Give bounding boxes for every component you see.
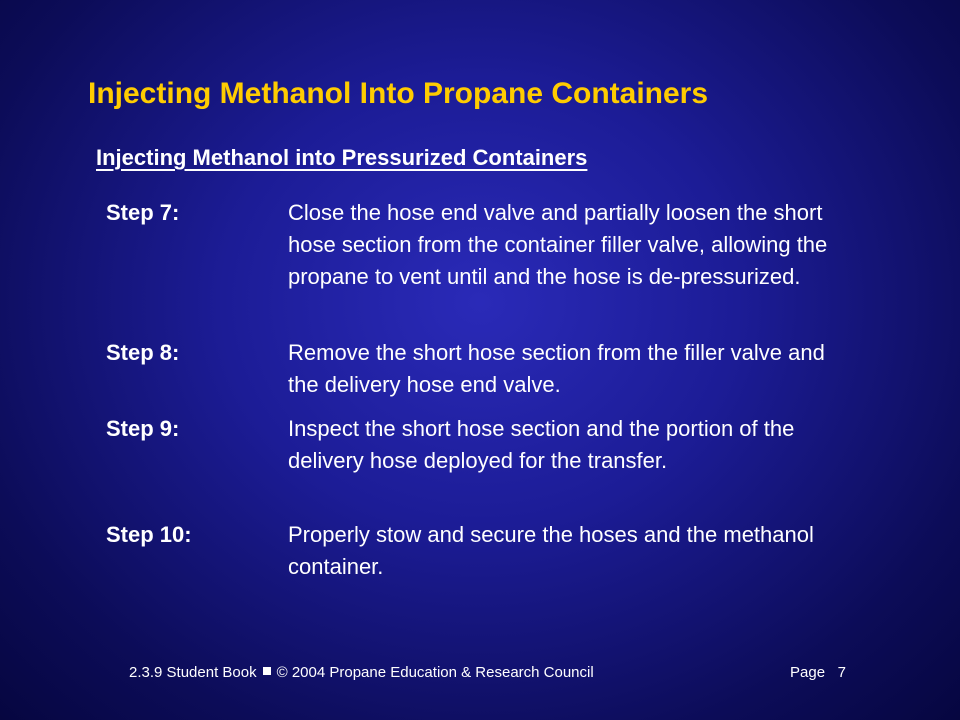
step-item (106, 519, 846, 583)
step-text: Properly stow and secure the hoses and the methanol container. (288, 522, 814, 579)
page-number: 7 (837, 664, 846, 681)
footer-credits (129, 663, 594, 683)
footer-book: 2.3.9 Student Book (129, 664, 257, 681)
square-bullet-icon (263, 667, 271, 675)
step-item (106, 337, 846, 401)
step-text: Inspect the short hose section and the portion of the delivery hose deployed for the transfer. (288, 416, 795, 473)
page-indicator (790, 663, 846, 683)
step-label: Step 7: (106, 200, 180, 225)
step-label: Step 8: (106, 340, 180, 365)
footer-copyright: © 2004 Propane Education & Research Council (276, 664, 594, 681)
step-label: Step 10: (106, 522, 192, 547)
slide-title: Injecting Methanol Into Propane Containers (88, 77, 709, 110)
step-label: Step 9: (106, 416, 180, 441)
slide-subtitle: Injecting Methanol into Pressurized Containers (96, 145, 588, 170)
step-text: Remove the short hose section from the filler valve and the delivery hose end valve. (288, 340, 825, 397)
step-text: Close the hose end valve and partially loosen the short hose section from the container filler valve, allowing the propane to vent until and the hose is de-pressurized. (288, 200, 828, 289)
step-item (106, 413, 846, 477)
step-item (106, 197, 846, 293)
page-label: Page (790, 664, 826, 681)
